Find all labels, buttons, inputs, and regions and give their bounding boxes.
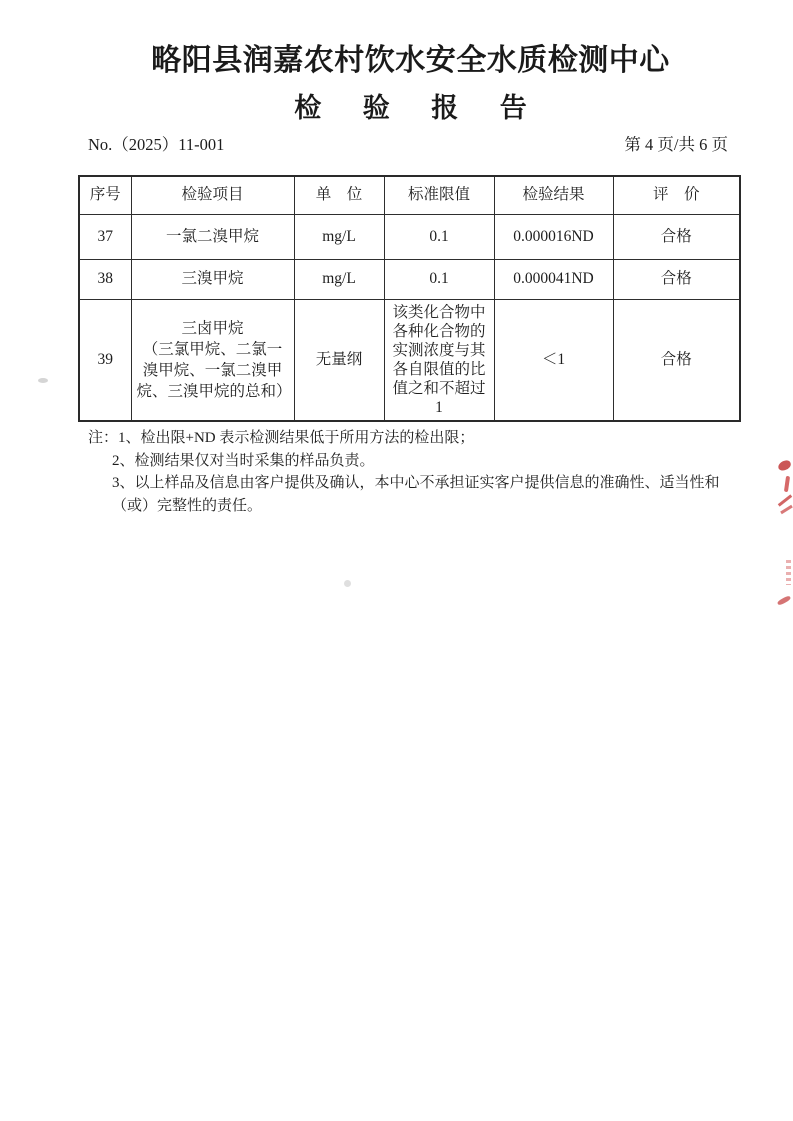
table-row — [79, 299, 740, 421]
report-header — [0, 42, 793, 124]
col-header-unit: 单 位 — [294, 176, 384, 214]
red-ink-mark — [780, 505, 793, 514]
cell-item: 三溴甲烷 — [131, 259, 294, 299]
cell-evaluation: 合格 — [613, 259, 740, 299]
cell-unit: 无量纲 — [294, 299, 384, 421]
cell-evaluation: 合格 — [613, 214, 740, 259]
page-indicator: 第 4 页/共 6 页 — [624, 135, 728, 154]
scan-speck — [38, 378, 48, 383]
page-title: 略阳县润嘉农村饮水安全水质检测中心 — [151, 44, 670, 77]
table-row — [79, 214, 740, 259]
col-header-evaluation: 评 价 — [613, 176, 740, 214]
cell-limit: 0.1 — [384, 259, 494, 299]
cell-result: ＜1 — [494, 299, 613, 421]
doc-number: No.（2025）11-001 — [88, 135, 225, 154]
red-ink-mark — [777, 595, 792, 606]
cell-unit: mg/L — [294, 214, 384, 259]
col-header-seq: 序号 — [79, 176, 131, 214]
cell-result: 0.000041ND — [494, 259, 613, 299]
cell-limit: 该类化合物中各种化合物的实测浓度与其各自限值的比值之和不超过 1 — [384, 299, 494, 421]
table-header-row — [79, 176, 740, 214]
cell-unit: mg/L — [294, 259, 384, 299]
red-ink-mark — [778, 494, 792, 506]
doc-meta-line — [88, 131, 728, 155]
scan-speck — [344, 580, 351, 587]
cell-result: 0.000016ND — [494, 214, 613, 259]
cell-item: 一氯二溴甲烷 — [131, 214, 294, 259]
cell-seq: 39 — [79, 299, 131, 421]
note-line: 3、以上样品及信息由客户提供及确认，本中心不承担证实客户提供信息的准确性、适当性和（或）完整性的责任。 — [112, 475, 720, 514]
cell-item — [131, 299, 294, 421]
item-name: 三卤甲烷 — [181, 319, 244, 337]
cell-evaluation: 合格 — [613, 299, 740, 421]
red-ink-mark — [786, 560, 791, 585]
cell-limit: 0.1 — [384, 214, 494, 259]
note-line: 2、检测结果仅对当时采集的样品负责。 — [112, 452, 375, 469]
report-subtitle: 检 验 报 告 — [294, 93, 544, 123]
red-ink-mark — [784, 476, 790, 492]
notes-section — [88, 427, 738, 517]
results-table — [78, 175, 741, 422]
col-header-item: 检验项目 — [131, 176, 294, 214]
item-detail: （三氯甲烷、二氯一溴甲烷、一氯二溴甲烷、三溴甲烷的总和） — [136, 340, 292, 400]
note-line — [88, 427, 738, 450]
red-ink-mark — [777, 459, 792, 472]
cell-seq: 38 — [79, 259, 131, 299]
col-header-result: 检验结果 — [494, 176, 613, 214]
note-text: 1、检出限+ND 表示检测结果低于所用方法的检出限； — [118, 430, 475, 446]
table-row — [79, 259, 740, 299]
col-header-limit: 标准限值 — [384, 176, 494, 214]
notes-label: 注： — [88, 430, 119, 446]
cell-seq: 37 — [79, 214, 131, 259]
